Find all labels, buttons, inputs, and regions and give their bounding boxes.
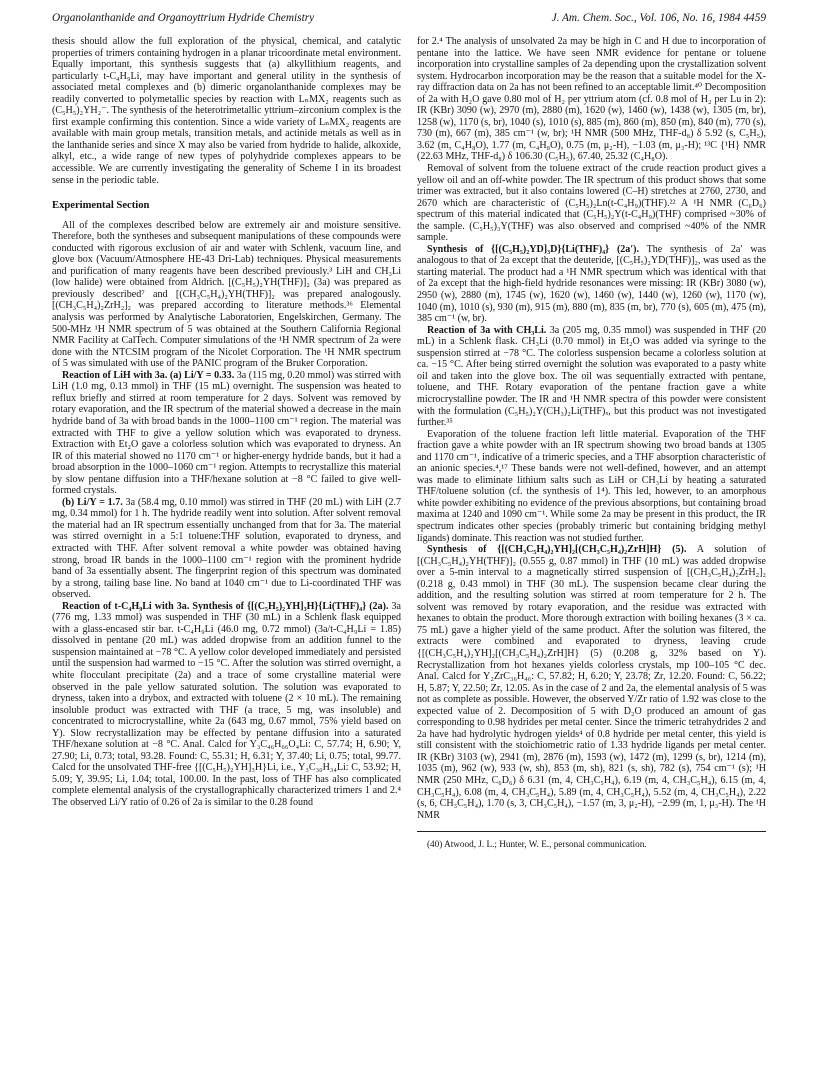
paragraph-toluene-extract: Removal of solvent from the toluene extract of the crude reaction product gives a yellow oil and an off-white powder. The IR spectrum of this product shows that some trimer was extracted, but it also contains lowered (C–H) stretches at 2760, 2730, and 2670 which are characteristic of (C₅H₅)₂Ln(t-C₄H₉)(THF).²² A ¹H NMR (C₆D₆) spectrum of this material indicated that (C₅H₅)₂Y(t-C₄H₉)(THF) comprised ~30% of the sample. (C₅H₅)₃Y(THF) was also observed and comprised ~40% of the NMR sample.	[417, 163, 766, 244]
journal-citation: J. Am. Chem. Soc., Vol. 106, No. 16, 1984 4459	[551, 12, 766, 24]
journal-section-title: Organolanthanide and Organoyttrium Hydride Chemistry	[52, 12, 315, 24]
runin-heading: Reaction of 3a with CH₃Li.	[427, 324, 547, 336]
left-column	[52, 36, 401, 809]
right-column	[417, 36, 766, 850]
paragraph-body: 3a (205 mg, 0.35 mmol) was suspended in THF (20 mL) in a Schlenk flask. CH₃Li (0.70 mmol) in Et₂O was added via syringe to the suspension stirred at −78 °C. The colorless suspension became a colorless solution at ca. −15 °C. After being stirred overnight the solution was evaporated to a pasty white oil and taken into the glove box. The oil was sequentially extracted with pentane, toluene, and THF. Rotary evaporation of the pentane fraction gave a white microcrystalline powder. The IR and ¹H NMR spectra of this powder were consistent with the formulation (C₅H₅)₂Y(CH₃)₂Li(THF)ₓ, but this product was not investigated further.³⁵	[417, 324, 766, 429]
paragraph-lih-reaction-b	[52, 497, 401, 601]
paragraph-evaporation: Evaporation of the toluene fraction left little material. Evaporation of the THF fraction gave a white powder with an IR spectrum showing two broad bands at 1305 and 1170 cm⁻¹, indicative of a trimeric species, and a THF absorption characteristic of an anionic species.⁴,¹⁷ These bands were not well-defined, however, and an attempt was made to eliminate lithium salts such as LiH or CH₃Li by heating a saturated THF/toluene solution (cf. the synthesis of 1⁴). This led, however, to an amorphous white powder exhibiting no evidence of the previous absorptions, but containing broad maxima at 1240 and 1090 cm⁻¹. While some 2a may be present in this product, the IR spectrum indicates other species (probably trimeric but containing bridging methyl ligands) dominate. This reaction was not studied further.	[417, 428, 766, 544]
runin-heading: (b) Li/Y = 1.7.	[62, 496, 123, 508]
paragraph-synthesis-2a	[52, 601, 401, 809]
paragraph-synthesis-5	[417, 544, 766, 821]
paragraph-body: A solution of [(CH₃C₅H₄)₂YH(THF)]₂ (0.555 g, 0.87 mmol) in THF (10 mL) was added dropwise over a 5-min interval to a magnetically stirred suspension of [(CH₃C₅H₄)₂ZrH₂]₂ (0.218 g, 0.43 mmol) in THF (30 mL). The suspension became clear during the addition, and the resulting solution was stirred at room temperature for 2 h. The solvent was removed by rotary evaporation, and the residue was extracted with hexanes to obtain the product. More thorough extraction with boiling hexanes (3 × ca. 75 mL) gave a higher yield of the same product. After the solution was filtered, the extracts were combined and evaporated to dryness, leaving crude {[(CH₃C₅H₄)₂YH]₂[(CH₃C₅H₄)₂ZrH]H} (5) (0.208 g, 32% based on Y). Recrystallization from hot hexanes yields colorless crystals, mp 100–105 °C dec. Anal. Calcd for Y₂ZrC₃₆H₄₆: C, 57.82; H, 6.20; Y, 23.78; Zr, 12.20. Found: C, 56.22; H, 5.87; Y, 22.50; Zr, 12.05. As in the case of 2 and 2a, the elemental analysis of 5 was not as complete as possible. However, the observed Y/Zr ratio of 1.92 was close to the expected value of 2. Decomposition of 5 with D₂O produced an amount of gas corresponding to 0.98 hydrides per metal center. Since the trimeric tetrahydrides 2 and 2a have had hydrolytic hydrogen yields⁴ of 0.8 hydride per metal center, this yield is still consistent with the stoichiometric ratio of 1.33 hydride ligands per metal center. IR (KBr) 3103 (w), 2941 (m), 2876 (m), 1593 (w), 1472 (m), 1299 (s, br), 1214 (m), 1035 (m), 962 (w), 933 (w, sh), 853 (m, sh), 821 (s, sh), 782 (s), 754 cm⁻¹ (s); ¹H NMR (250 MHz, C₆D₆) δ 6.31 (m, 4, CH₃C₅H₄), 6.19 (m, 4, CH₃C₅H₄), 6.15 (m, 4, CH₃C₅H₄), 6.08 (m, 4, CH₃C₅H₄), 5.89 (m, 4, CH₃C₅H₄), 5.52 (m, 4, CH₃C₅H₄), 2.22 (s, 6, CH₃C₅H₄), 1.70 (s, 3, CH₃C₅H₄), −1.57 (m, 3, μ₂-H), −2.99 (m, 1, μ₃-H). The ¹H NMR	[417, 544, 766, 821]
running-head	[52, 12, 766, 28]
footnote: (40) Atwood, J. L.; Hunter, W. E., personal communication.	[427, 839, 647, 850]
section-heading: Experimental Section	[52, 200, 150, 212]
paragraph-body: 3a (58.4 mg, 0.10 mmol) was stirred in THF (20 mL) with LiH (2.7 mg, 0.34 mmol) for 1 h. The hydride readily went into solution. After solvent removal the material had an IR spectrum essentially unchanged from that for 3a. The material was stirred overnight in a 5:1 toluene:THF solution, evaporated to dryness, and extracted with THF. After solvent removal a white powder was obtained having strong, broad IR bands in the 1000–1100 cm⁻¹ region with the prominent hydride band of 3a essentially absent. The fingerprint region of this spectrum was dominated by a strong, tailing base line. No band at 1040 cm⁻¹ due to Li-coordinated THF was observed.	[52, 496, 402, 601]
runin-heading: Reaction of t-C₄H₉Li with 3a. Synthesis of {[(C₅H₅)₂YH]₃H}{Li(THF)₄} (2a).	[62, 600, 389, 612]
paragraph-continuation: thesis should allow the full exploration of the physical, chemical, and catalytic properties of trimers containing hydrogen in a planar tricoordinate metal environment. Equally important, this synthesis suggests that (a) alkyllithium reagents, and particularly t-C₄H₉Li, may have important and general utility in the synthesis of associated metal complexes and (b) dimeric organolanthanide complexes may be readily converted to polymetallic species by reaction with LₙMX₂ reagents such as (C₅H₅)₂YH₂⁻. The synthesis of the heterotrimetallic yttrium–zirconium complex is the first example confirming this contention. Since a wide variety of LₙMX₂ reagents are available with main group metals, transition metals, and actinide metals as well as in the lanthanide series and since X may also be varied from hydride to halide, alkoxide, alkyl, etc., a wide range of new types of polyhydride complexes appears to be accessible. We are currently investigating the generality of Scheme I in its broadest sense in the periodic table.	[52, 36, 401, 186]
runin-heading: Synthesis of {[(CH₃C₅H₄)₂YH]₂[(CH₃C₅H₄)₂ZrH]H} (5).	[427, 544, 687, 556]
paragraph-body: 3a (776 mg, 1.33 mmol) was suspended in THF (30 mL) in a Schlenk flask equipped with a glass-encased stir bar. t-C₄H₉Li (46.0 mg, 0.72 mmol) (3a/t-C₄H₉Li = 1.85) dissolved in pentane (20 mL) was added dropwise from an addition funnel to the suspension maintained at −78 °C. A yellow color developed immediately and persisted until the suspension had warmed to −15 °C. After the solution was stirred overnight, a white flocculant precipitate (2a) and a trace of some crystalline material were observed in the pale yellow saturated solution. The solution was evaporated to dryness, taken into a drybox, and extracted with toluene (2 × 10 mL). The remaining insoluble product was extracted with THF (a trace, 5 mg, was insoluble) and concentrated to microcrystalline, white 2a (643 mg, 0.67 mmol, 75% yield based on Y). Slow recrystallization may be effected by pentane diffusion into a saturated THF/hexane solution at −8 °C. Anal. Calcd for Y₃C₄₆H₆₆O₄Li: C, 57.74; H, 6.90; Y, 27.90; Li, 0.73; total, 93.28. Found: C, 55.31; H, 6.31; Y, 37.40; Li, 0.75; total, 99.77. Calcd for the unsolvated THF-free {[(C₅H₅)₂YH]₃H}Li, i.e., Y₃C₃₀H₃₄Li: C, 53.92; H, 5.09; Y, 39.95; Li, 1.04; total, 100.00. In the past, loss of THF has also complicated complete elemental analysis of the crystallographically characterized trimers 1 and 2.⁴ The observed Li/Y ratio of 0.26 of 2a is similar to the 0.28 found	[52, 600, 401, 808]
paragraph-body: 3a (115 mg, 0.20 mmol) was stirred with LiH (1.0 mg, 0.13 mmol) in THF (15 mL) overnight. The suspension was heated to reflux briefly and stirred at room temperature for 2 days. Solvent was removed by rotary evaporation, and the IR spectrum of the material showed a decrease in the main hydride band of 3a with broad bands in the 1000–1100 cm⁻¹ region. The material was extracted with THF to give a yellow solution which was evaporated to dryness. Extraction with Et₂O gave a colorless solution which was evaporated to dryness. An IR of this material showed no 1170 cm⁻¹ or higher-energy hydride bands, but it had a broad absorption in the 1000–1060 cm⁻¹ region. Attempts to recrystallize this material by slow pentane diffusion into a THF/hexane solution at −8 °C failed to give well-formed crystals.	[52, 369, 401, 497]
paragraph-body: The synthesis of 2a′ was analogous to that of 2a except that the deuteride, [(C₅H₅)₂YD(THF)]₂, was used as the starting material. The product had a ¹H NMR spectrum which was identical with that of 2a except that the high-field hydride resonances were missing: IR (KBr) 3080 (w), 2950 (w), 2880 (m), 1745 (w), 1620 (w), 1460 (w), 1440 (w), 1260 (w), 1170 (w), 1040 (m), 1010 (s), 930 (m), 915 (m), 880 (m), 835 (m, br), 770 (s), 605 (m), 475 (m), 385 cm⁻¹ (w, br).	[417, 243, 766, 325]
paragraph-general-methods: All of the complexes described below are extremely air and moisture sensitive. Therefore, both the syntheses and subsequent manipulations of these compounds were conducted with rigorous exclusion of air and water with Schlenk, vacuum line, and glove box (Vacuum/Atmosphere HE-43 Dri-Lab) techniques. Physical measurements and purification of many reagents have been described previously.³ LiH and CH₃Li (low halide) were obtained from Aldrich. [(C₅H₅)₂YH(THF)]₂ (3a) was prepared as previously described⁷ and [(CH₃C₅H₄)₂YH(THF)]₂ was prepared analogously. [(CH₃C₅H₄)₂ZrH₂]₂ was prepared according to literature methods.³⁶ Elemental analysis was performed by Analytische Laboratorien, Engelskirchen, Germany. The 500-MHz ¹H NMR spectrum of 5 was obtained at the Southern California Regional NMR Facility at CalTech. Computer simulations of the ¹H NMR spectrum of 2a were done with the NTCSIM program of the Nicolet Corporation. The ¹H NMR spectrum of 5 was simulated with use of the PANIC program of the Bruker Corporation.	[52, 219, 401, 370]
runin-heading: Reaction of LiH with 3a. (a) Li/Y = 0.33.	[62, 369, 235, 381]
paragraph-continuation: for 2.⁴ The analysis of unsolvated 2a may be high in C and H due to incorporation of pentane into the lattice. We have seen NMR evidence for pentane or toluene incorporation into crystalline samples of 2a depending upon the crystallization solvent system. Hydrocarbon incorporation may be the reason that a suitable model for the X-ray diffraction data on 2a has not been refined to an acceptable limit.⁴⁰ Decomposition of 2a with H₂O gave 0.80 mol of H₂ per yttrium atom (cf. 0.8 mol of H₂ per Lu in 2): IR (KBr) 3090 (w), 2970 (m), 2880 (m), 1620 (w), 1460 (w), 1438 (w), 1305 (m, br), 1258 (w), 1170 (s, br), 1040 (s), 1010 (s), 885 (m), 860 (m), 850 (m), 840 (m), 770 (s), 730 (m), 667 (m), 385 cm⁻¹ (w, br); ¹H NMR (500 MHz, THF-d₈) δ 5.92 (s, C₅H₅), 3.62 (m, C₄H₈O), 1.77 (m, C₄H₈O), 0.75 (m, μ₂-H), −1.03 (m, μ₃-H); ¹³C {¹H} NMR (22.63 MHz, THF-d₈) δ 106.30 (C₅H₅), 67.40, 25.32 (C₄H₈O).	[417, 36, 766, 163]
paragraph-lih-reaction-a	[52, 370, 401, 497]
paragraph-synthesis-2a-prime	[417, 244, 766, 325]
footnote-divider	[417, 831, 766, 833]
runin-heading: Synthesis of {[(C₅H₅)₂YD]₃D}{Li(THF)₄} (2a′).	[427, 243, 640, 255]
paragraph-ch3li-reaction	[417, 325, 766, 429]
